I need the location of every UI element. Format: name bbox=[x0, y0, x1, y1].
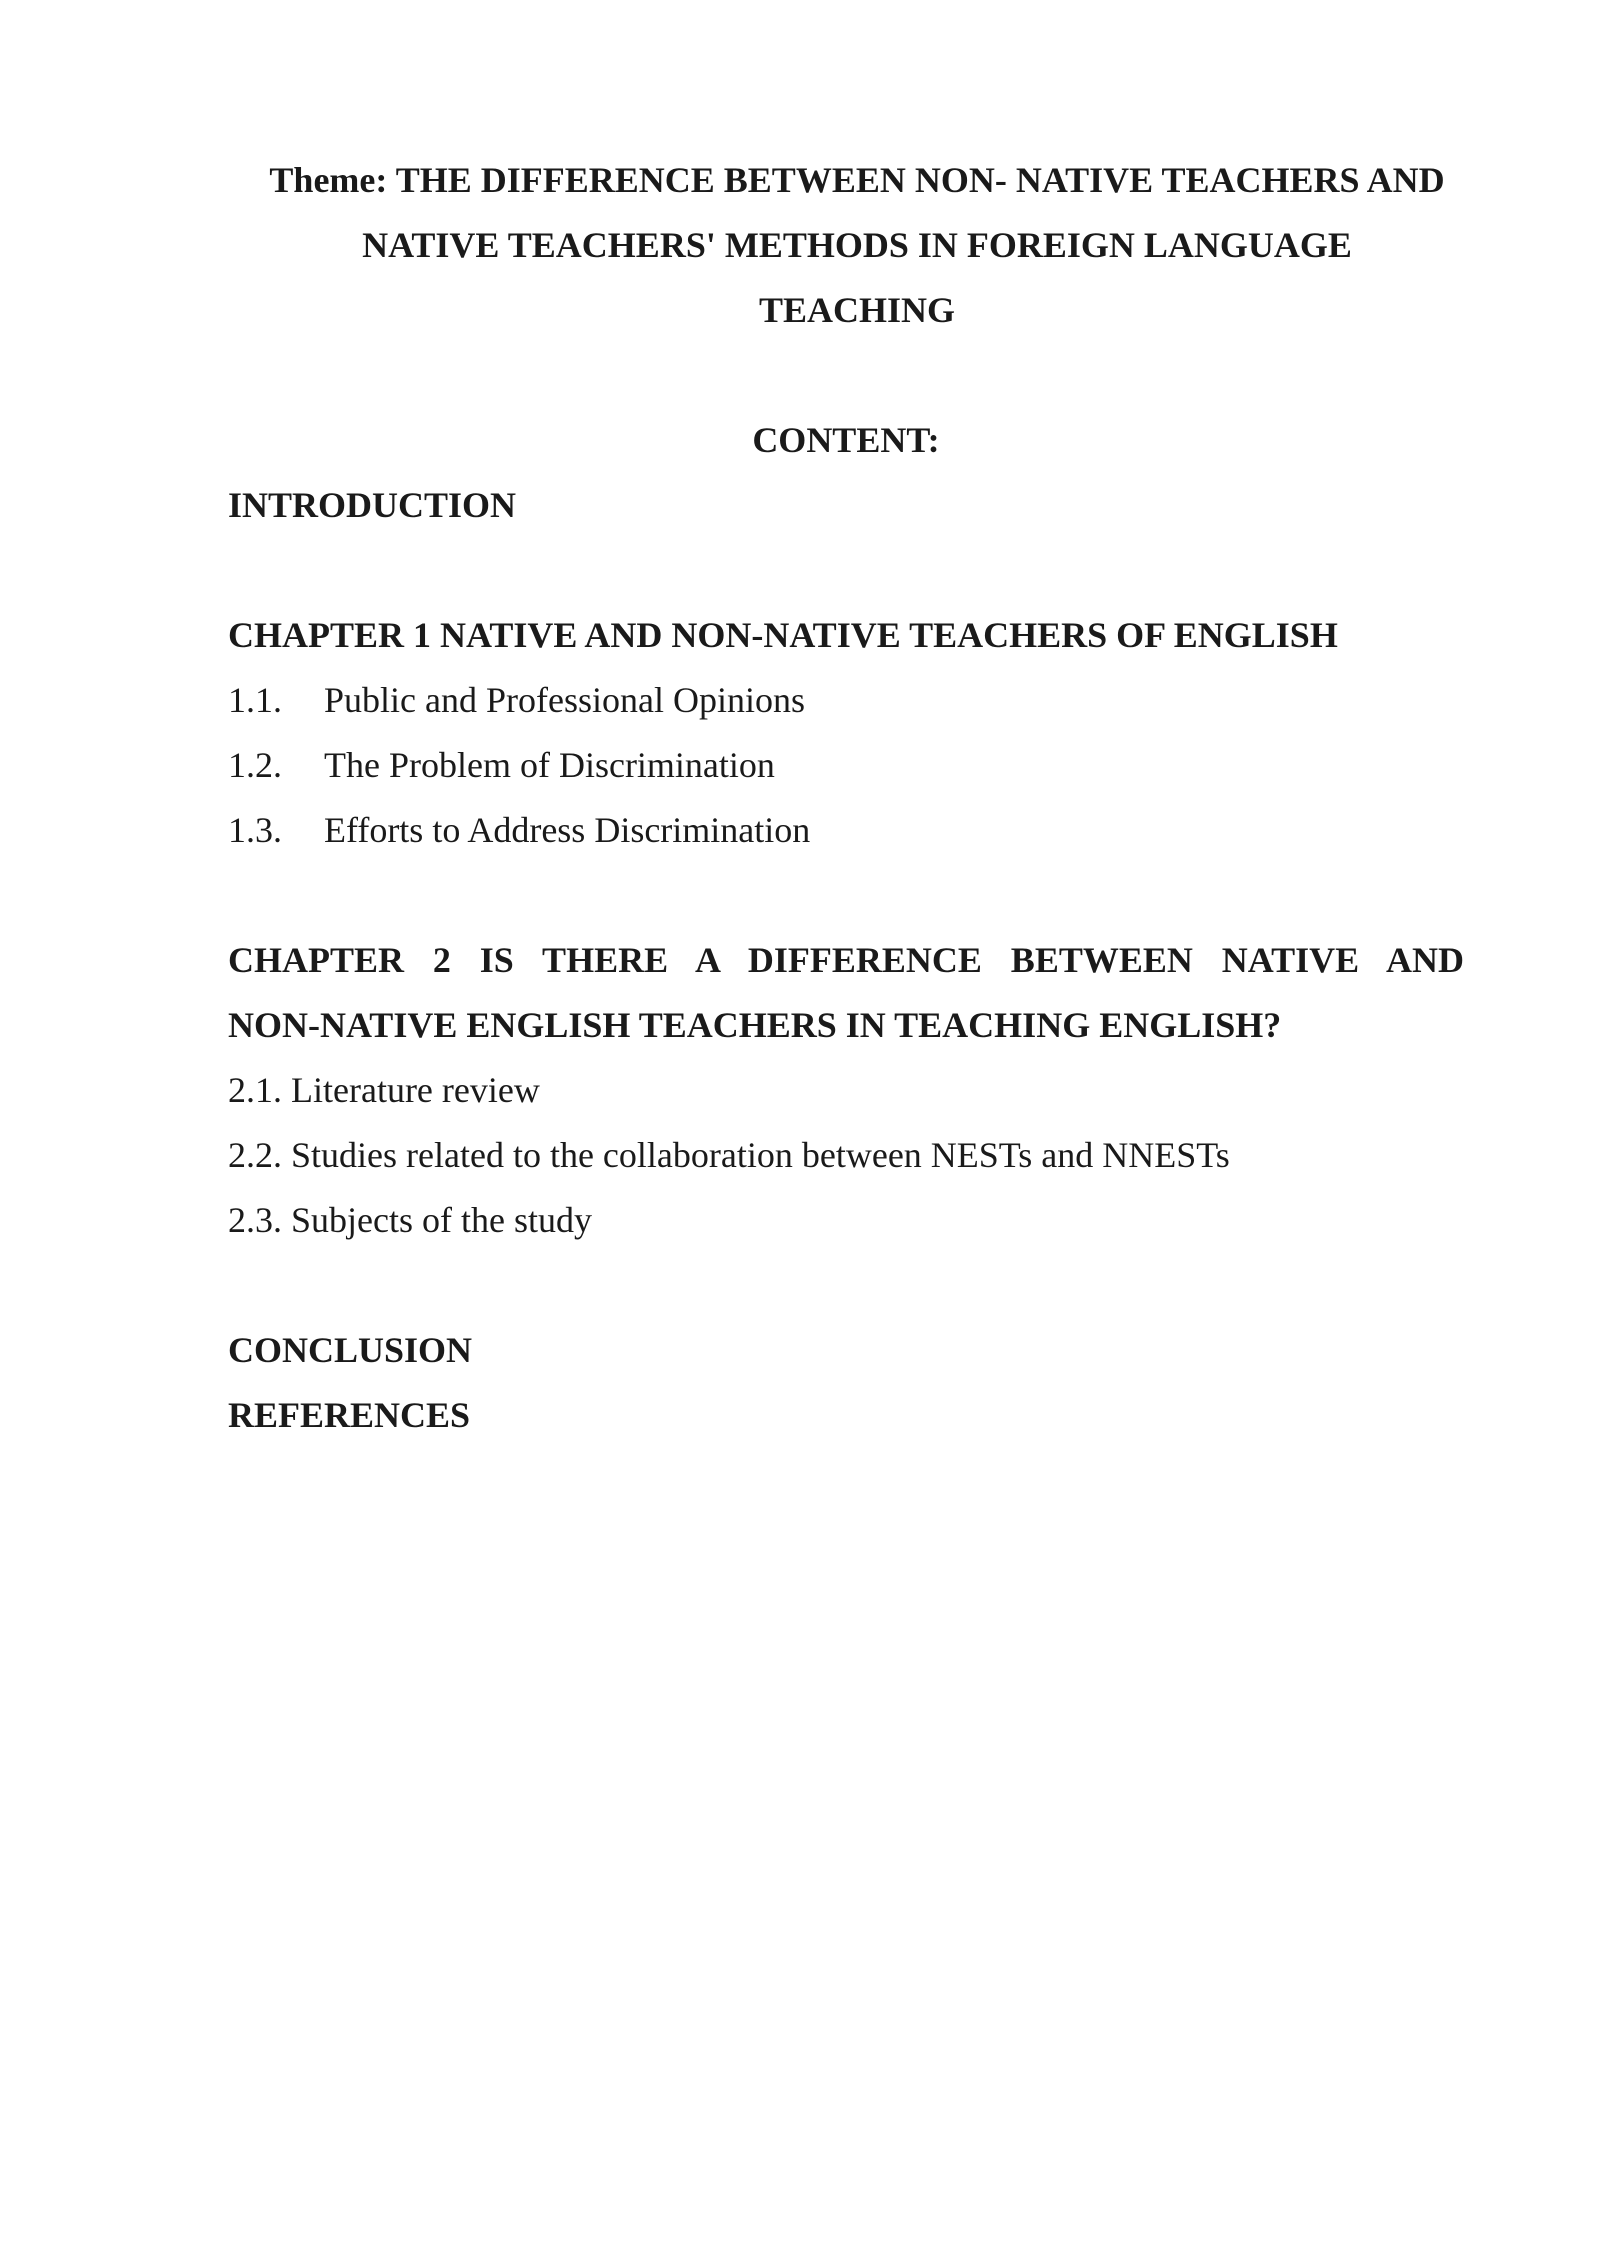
spacer bbox=[228, 863, 1464, 928]
toc-section-1-1 bbox=[228, 668, 1464, 733]
theme-title bbox=[228, 148, 1464, 343]
theme-line-1: THE DIFFERENCE BETWEEN NON- NATIVE TEACHERS AND bbox=[395, 160, 1445, 200]
spacer bbox=[228, 538, 1464, 603]
section-title: The Problem of Discrimination bbox=[324, 745, 775, 785]
theme-line-3: TEACHING bbox=[758, 290, 956, 330]
toc-chapter-2-title-line-2: NON-NATIVE ENGLISH TEACHERS IN TEACHING ENGLISH? bbox=[228, 1005, 1282, 1045]
toc-conclusion: CONCLUSION bbox=[228, 1330, 473, 1370]
toc-references: REFERENCES bbox=[228, 1395, 471, 1435]
document-page bbox=[228, 148, 1464, 1448]
toc-section-1-2 bbox=[228, 733, 1464, 798]
toc-section-2-1: 2.1. Literature review bbox=[228, 1070, 540, 1110]
toc-chapter-1-title: CHAPTER 1 NATIVE AND NON-NATIVE TEACHERS OF ENGLISH bbox=[228, 615, 1338, 655]
toc-introduction: INTRODUCTION bbox=[228, 485, 517, 525]
toc-section-2-2: 2.2. Studies related to the collaboration between NESTs and NNESTs bbox=[228, 1135, 1230, 1175]
theme-label: Theme: bbox=[269, 160, 388, 200]
section-title: Public and Professional Opinions bbox=[324, 680, 805, 720]
toc-section-1-3 bbox=[228, 798, 1464, 863]
section-title: Efforts to Address Discrimination bbox=[324, 810, 811, 850]
toc-chapter-2-title-line-1: CHAPTER 2 IS THERE A DIFFERENCE BETWEEN NATIVE AND bbox=[228, 940, 1464, 980]
section-number: 1.3. bbox=[228, 810, 282, 850]
contents-heading: CONTENT: bbox=[752, 420, 940, 460]
section-number: 1.1. bbox=[228, 680, 282, 720]
section-number: 1.2. bbox=[228, 745, 282, 785]
spacer bbox=[228, 1253, 1464, 1318]
theme-line-2: NATIVE TEACHERS' METHODS IN FOREIGN LANGUAGE bbox=[362, 225, 1352, 265]
toc-section-2-3: 2.3. Subjects of the study bbox=[228, 1200, 592, 1240]
spacer bbox=[228, 343, 1464, 408]
